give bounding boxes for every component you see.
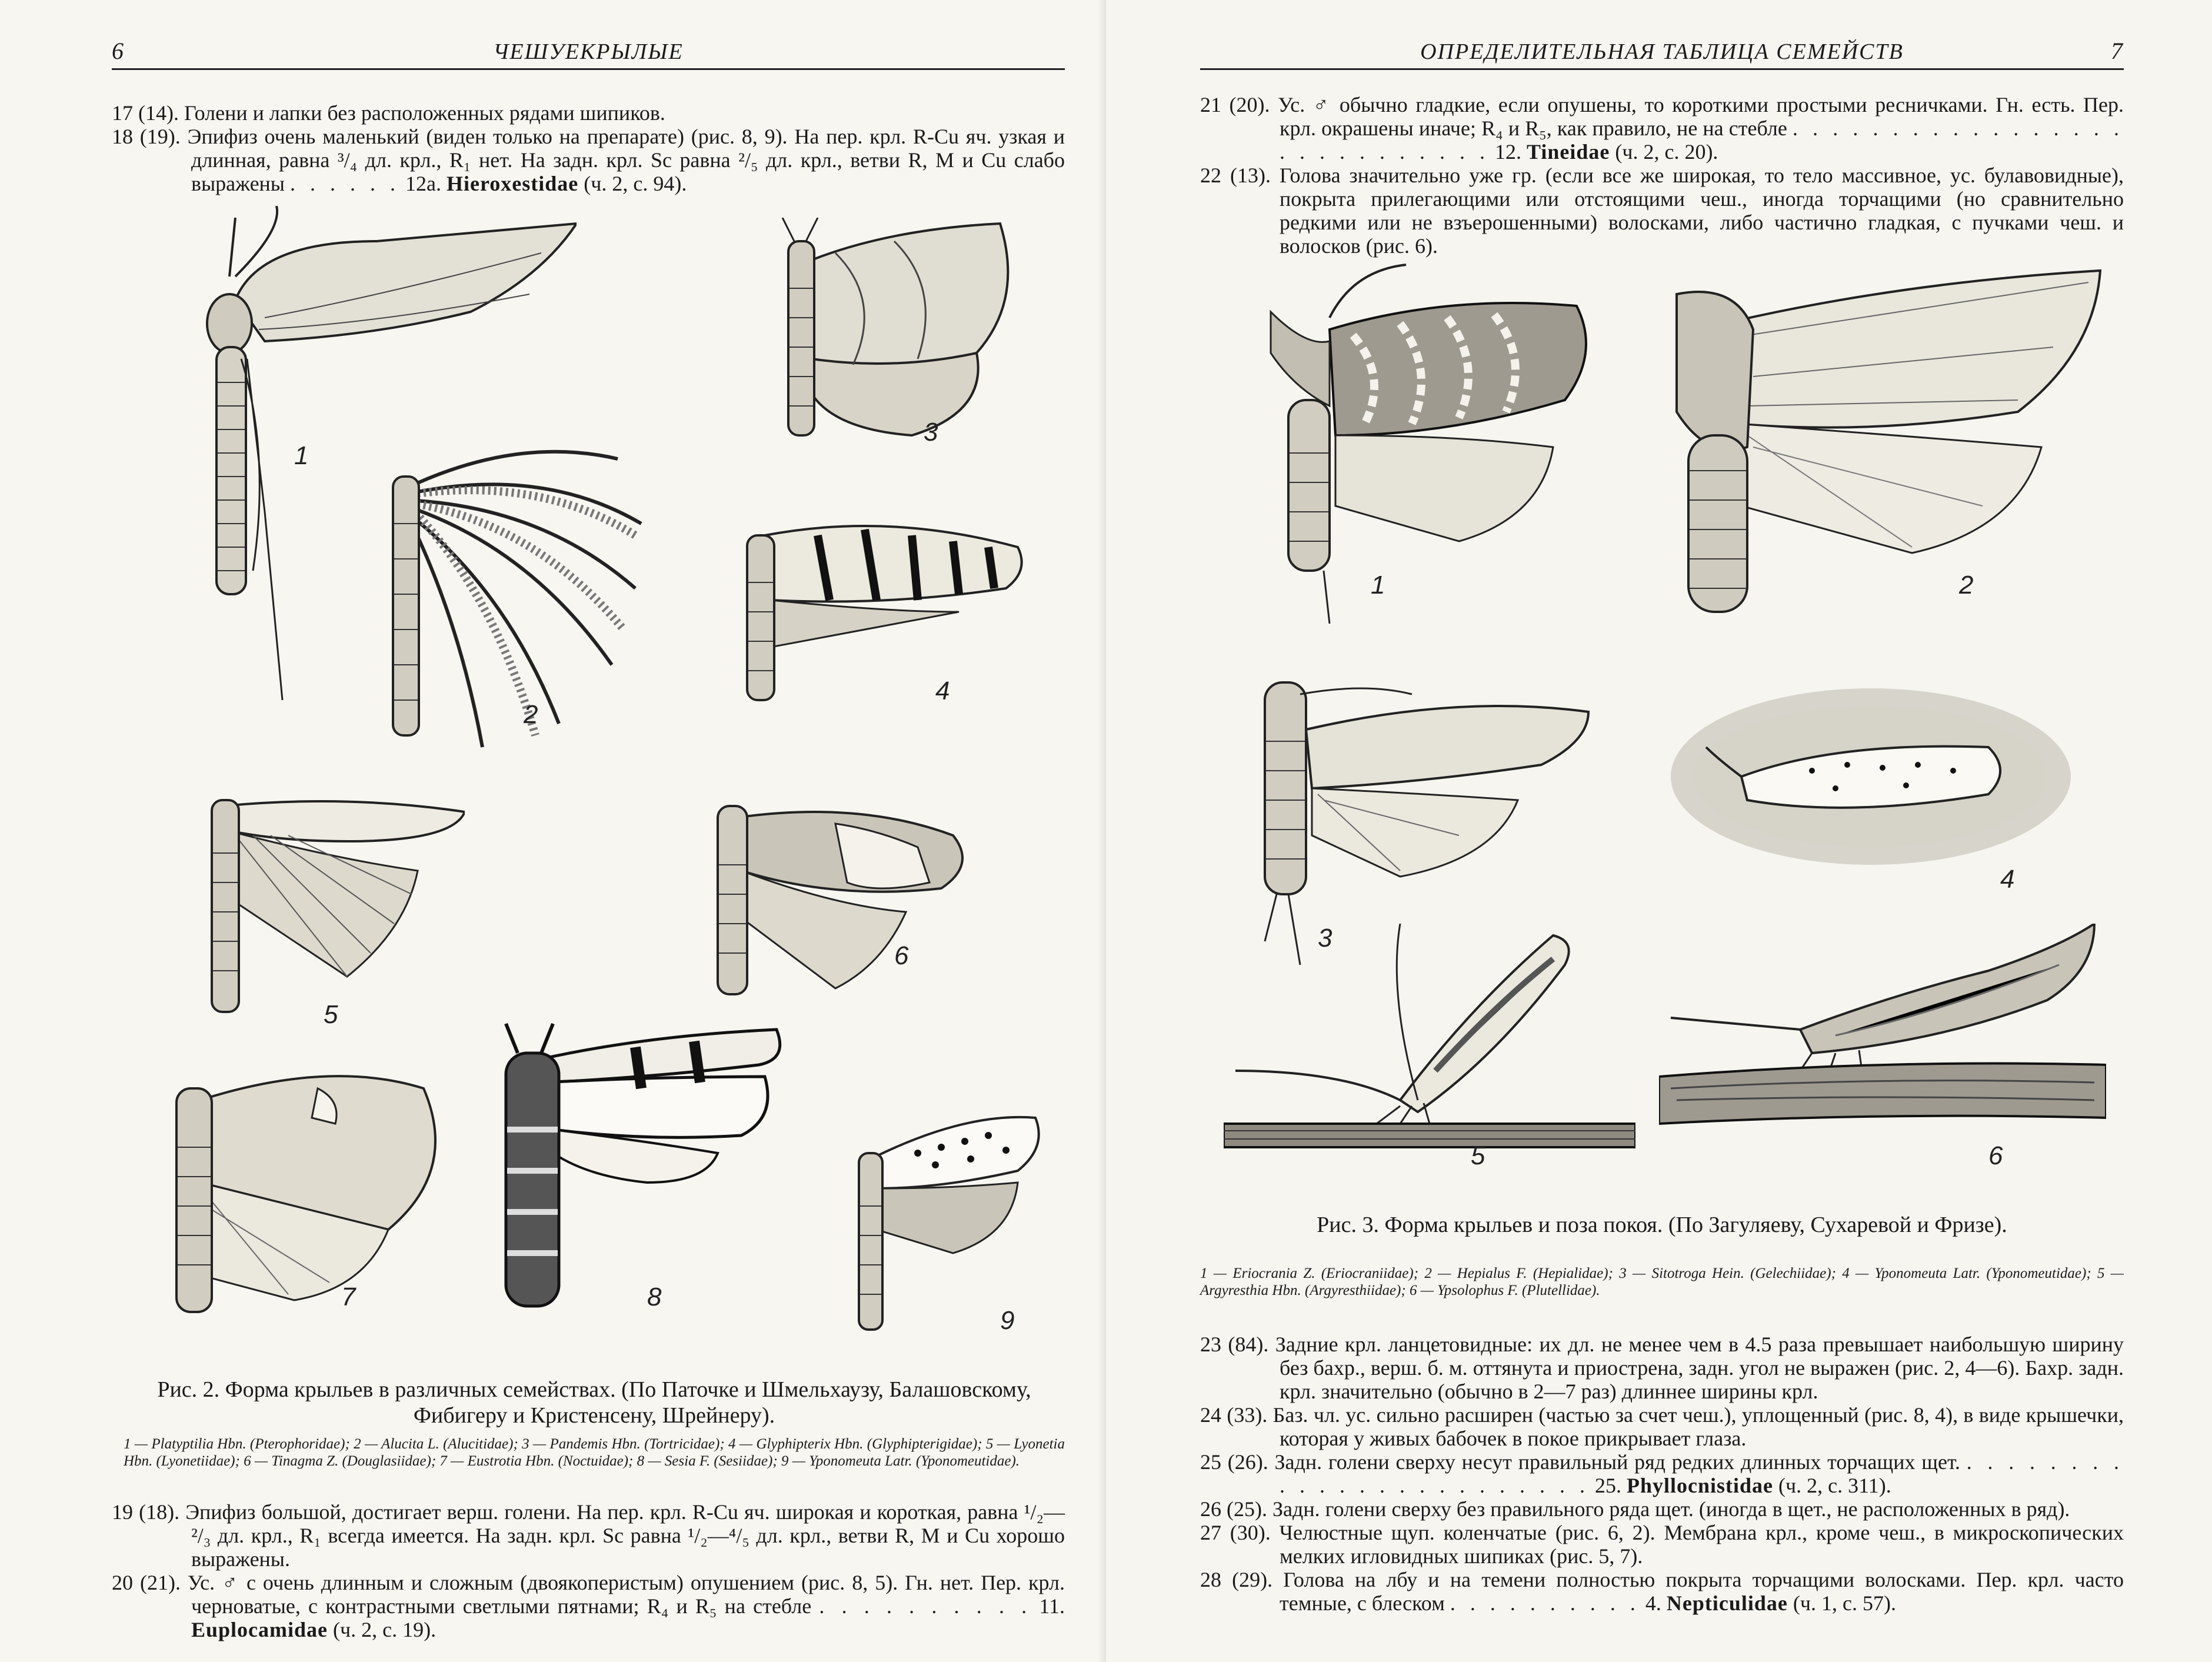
figure-2-caption: Рис. 2. Форма крыльев в различных семействах. (По Паточке и Шмельхаузу, Балашовскому, Фибигеру и Кристенсену, Шрейнеру). <box>157 1377 1031 1428</box>
moth-illustration-5: 5 <box>1224 924 1635 1177</box>
moth-illustration-6: 6 <box>682 782 988 1030</box>
left-entries-bottom <box>112 1500 1065 1641</box>
right-page <box>1106 0 2212 1662</box>
left-running-title: ЧЕШУЕКРЫЛЫЕ <box>493 39 684 64</box>
family-name: Nepticulidae <box>1666 1591 1788 1615</box>
moth-illustration-6: 6 <box>1659 924 2106 1177</box>
moth-illustration-3: 3 <box>1212 659 1600 988</box>
moth-illustration-4: 4 <box>712 512 1041 712</box>
family-name: Tineidae <box>1527 140 1610 164</box>
family-name: Phyllocnistidae <box>1627 1474 1774 1497</box>
key-entry-27: 27 (30). Челюстные щуп. коленчатые (рис. 6, 2). Мембрана крл., кроме чеш., в микроскопических мелких игловидных шипиках (рис. 5, 7). <box>1200 1521 2124 1568</box>
key-entry-19: 19 (18). Эпифиз большой, достигает верш. голени. На пер. крл. R-Cu яч. широкая и короткая, равна ¹/₂—²/₃ дл. крл., R₁ всегда имеется. На задн. крл. Sc равна ¹/₂—⁴/₅ дл. крл., ветви R, M и Cu хорошо выражены. <box>112 1500 1065 1571</box>
key-entry-22: 22 (13). Голова значительно уже гр. (если все же широкая, то тело массивное, ус. булавовидные), покрыта прилегающими или отстоящими чеш., иногда торчащими (но сравнительно редкими или не взъерошенными) волосками, либо частично гладкая, с пучками чеш. и волосков (рис. 6). <box>1200 164 2124 258</box>
moth-illustration-7: 7 <box>141 1053 471 1324</box>
figure-3-legend: 1 — Eriocrania Z. (Eriocraniidae); 2 — Hepialus F. (Hepialidae); 3 — Sitotroga Hein. (Gelechiidae); 4 — Yponomeuta Latr. (Yponomeutidae); 5 — Argyresthia Hbn. (Argyresthiidae); 6 — Ypsolophus F. (Plutellidae). <box>1200 1265 2124 1298</box>
key-entry-20: 20 (21). Ус. ♂ с очень длинным и сложным (двоякоперистым) опушением (рис. 8, 5). Гн. нет. Пер. крл. черноватые, с контрастными светлыми пятнами; R₄ и R₅ на стебле . . . . . . . . . . 11. Euplocamidae (ч. 2, с. 19). <box>112 1571 1065 1641</box>
moth-illustration-4: 4 <box>1659 677 2083 900</box>
left-page-number: 6 <box>112 38 125 64</box>
figure-2 <box>118 194 1071 1347</box>
figure-2-legend: 1 — Platyptilia Hbn. (Pterophoridae); 2 — Alucita L. (Alucitidae); 3 — Pandemis Hbn. (Tortricidae); 4 — Glyphipterix Hbn. (Glyphipterigidae); 5 — Lyonetia Hbn. (Lyonetiidae); 6 — Tinagma Z. (Douglasiidae); 7 — Eustrotia Hbn. (Noctuidae); 8 — Sesia F. (Sesiidae); 9 — Yponomeuta Latr. (Yponomeutidae). <box>124 1436 1065 1469</box>
key-entry-25: 25 (26). Задн. голени сверху несут правильный ряд редких длинных торчащих щет. . . . . . . . . . . . . . . . . . . . . . . . . 25. Phyllocnistidae (ч. 2, с. 311). <box>1200 1450 2124 1497</box>
family-name: Euplocamidae <box>191 1618 328 1641</box>
right-entries-bottom <box>1200 1333 2124 1615</box>
right-running-head <box>1200 35 2124 70</box>
right-page-number: 7 <box>2111 38 2124 64</box>
key-entry-23: 23 (84). Задние крл. ланцетовидные: их дл. не менее чем в 4.5 раза превышает наибольшую ширину без бахр., верш. б. м. оттянута и приострена, задн. угол не выражен (рис. 2, 4—6). Бахр. задн. крл. значительно (обычно в 2—7 раз) длиннее ширины крл. <box>1200 1333 2124 1403</box>
key-entry-26: 26 (25). Задн. голени сверху без правильного ряда щет. (иногда в щет., не расположенных в ряд). <box>1200 1497 2070 1521</box>
moth-illustration-1: 1 <box>1212 259 1600 624</box>
moth-illustration-1: 1 <box>165 206 577 706</box>
right-running-title: ОПРЕДЕЛИТЕЛЬНАЯ ТАБЛИЦА СЕМЕЙСТВ <box>1420 39 1904 64</box>
key-entry-18: 18 (19). Эпифиз очень маленький (виден только на препарате) (рис. 8, 9). На пер. крл. R-Cu яч. узкая и длинная, равна ³/₄ дл. крл., R₁ нет. На задн. крл. Sc равна ²/₅ дл. крл., ветви R, M и Cu слабо выражены . . . . . . 12а. Hieroxestidae (ч. 2, с. 94). <box>112 125 1065 195</box>
family-name: Hieroxestidae <box>446 172 579 195</box>
left-running-head <box>112 35 1065 70</box>
figure-3-caption: Рис. 3. Форма крыльев и поза покоя. (По Загуляеву, Сухаревой и Фризе). <box>1317 1213 2007 1237</box>
moth-illustration-2: 2 <box>365 441 647 759</box>
key-entry-17: 17 (14). Голени и лапки без расположенных рядами шипиков. <box>112 101 665 125</box>
left-entries-top <box>112 101 1065 195</box>
moth-illustration-3: 3 <box>765 218 1035 465</box>
key-entry-28: 28 (29). Голова на лбу и на темени полностью покрыта торчащими волосками. Пер. крл. часто темные, с блеском . . . . . . . . . . 4. Nepticulidae (ч. 1, с. 57). <box>1200 1568 2124 1615</box>
moth-illustration-2: 2 <box>1606 259 2112 624</box>
key-entry-21: 21 (20). Ус. ♂ обычно гладкие, если опушены, то короткими простыми ресничками. Гн. есть. Пер. крл. окрашены иначе; R₄ и R₅, как правило, не на стебле . . . . . . . . . . . . . . . . . . . . . . . . . . . . 12. Tineidae (ч. 2, с. 20). <box>1200 93 2124 164</box>
moth-illustration-5: 5 <box>171 777 465 1030</box>
right-entries-top <box>1200 93 2124 258</box>
figure-3 <box>1200 247 2130 1200</box>
key-entry-24: 24 (33). Баз. чл. ус. сильно расширен (частью за счет чеш.), уплощенный (рис. 8, 4), в виде крышечки, которая у живых бабочек в покое прикрывает глаза. <box>1200 1403 2124 1450</box>
moth-illustration-8: 8 <box>471 1012 800 1341</box>
moth-illustration-9: 9 <box>824 1100 1059 1347</box>
